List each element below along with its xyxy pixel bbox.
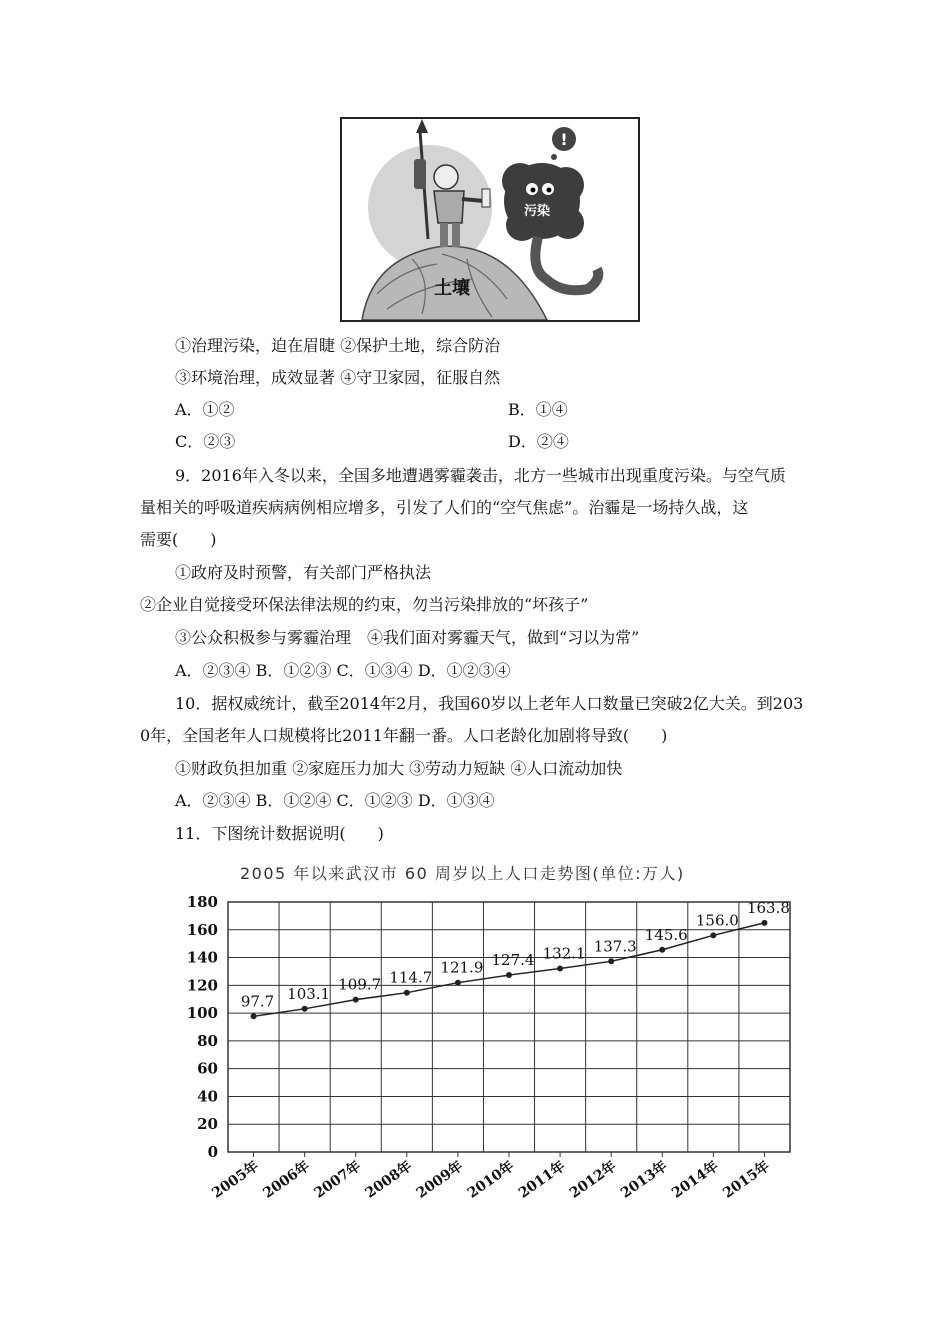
cartoon-illustration	[340, 117, 640, 322]
data-point	[608, 958, 614, 964]
data-point	[710, 932, 716, 938]
q9-statement-3: ③公众积极参与雾霾治理 ④我们面对雾霾天气，做到“习以为常”	[175, 628, 640, 647]
data-point	[455, 980, 461, 986]
man-head	[434, 165, 458, 189]
q8-statement-2: ③环境治理，成效显著 ④守卫家园，征服自然	[175, 368, 501, 387]
x-tick-label: 2013年	[618, 1158, 671, 1202]
q10-stem-line-2: 0年，全国老年人口规模将比2011年翻一番。人口老龄化加剧将导致( )	[140, 726, 668, 745]
q10-statements: ①财政负担加重 ②家庭压力加大 ③劳动力短缺 ④人口流动加快	[175, 759, 623, 778]
y-tick-label: 160	[186, 920, 218, 939]
data-point	[251, 1013, 257, 1019]
x-tick-label: 2014年	[669, 1158, 722, 1202]
x-tick-label: 2008年	[362, 1158, 416, 1202]
x-tick-label: 2012年	[566, 1158, 620, 1202]
data-label: 145.6	[644, 925, 688, 944]
x-tick-label: 2009年	[413, 1158, 467, 1202]
x-tick-label: 2005年	[209, 1158, 262, 1202]
cartoon-drawing	[342, 119, 638, 320]
data-label: 109.7	[338, 975, 382, 994]
y-tick-label: 40	[197, 1087, 218, 1106]
data-point	[761, 920, 767, 926]
data-label: 103.1	[287, 984, 331, 1003]
q8-option-c: C．②③	[175, 432, 236, 451]
man-body	[434, 191, 464, 223]
x-tick-label: 2006年	[260, 1158, 313, 1202]
y-tick-label: 100	[186, 1004, 218, 1023]
q9-stem-line-1: 9．2016年入冬以来，全国多地遭遇雾霾袭击，北方一些城市出现重度污染。与空气质	[175, 466, 786, 485]
q8-option-b: B．①④	[508, 400, 568, 419]
q8-option-d: D．②④	[508, 432, 569, 451]
y-tick-label: 140	[186, 948, 218, 967]
data-label: 127.4	[491, 951, 535, 970]
data-label: 114.7	[389, 968, 433, 987]
data-label: 163.8	[746, 898, 790, 917]
cloud-label: 污染	[523, 204, 551, 219]
q9-options: A．②③④ B．①②③ C．①③④ D．①②③④	[175, 661, 511, 680]
ground-label: 土壤	[434, 278, 470, 299]
data-label: 137.3	[593, 937, 637, 956]
q8-statement-1: ①治理污染，迫在眉睫 ②保护土地，综合防治	[175, 336, 501, 355]
x-tick-label: 2007年	[311, 1158, 365, 1202]
data-point	[506, 972, 512, 978]
data-label: 97.7	[240, 992, 275, 1011]
bubble-mark: !	[560, 130, 568, 149]
population-line-chart	[170, 890, 810, 1224]
y-tick-label: 0	[207, 1143, 218, 1161]
data-label: 121.9	[440, 958, 484, 977]
data-label: 156.0	[695, 911, 739, 930]
data-point	[404, 990, 410, 996]
q10-options: A．②③④ B．①②④ C．①②③ D．①③④	[175, 791, 495, 810]
y-tick-label: 180	[186, 893, 218, 911]
x-tick-label: 2015年	[720, 1158, 773, 1202]
q9-stem-line-2: 量相关的呼吸道疾病病例相应增多，引发了人们的“空气焦虑”。治霾是一场持久战，这	[140, 498, 749, 517]
data-point	[557, 966, 563, 972]
x-tick-label: 2010年	[464, 1158, 518, 1202]
chart-title: 2005 年以来武汉市 60 周岁以上人口走势图(单位:万人)	[240, 864, 685, 883]
y-tick-label: 60	[197, 1059, 218, 1078]
smoke-tail	[535, 237, 598, 290]
plot-frame	[228, 902, 790, 1152]
q8-option-a: A．①②	[175, 400, 235, 419]
q10-stem-line-1: 10．据权威统计，截至2014年2月，我国60岁以上老年人口数量已突破2亿大关。到203	[175, 694, 804, 713]
x-tick-label: 2011年	[515, 1158, 569, 1202]
q11-stem: 11．下图统计数据说明( )	[175, 824, 384, 843]
q9-statement-2: ②企业自觉接受环保法律法规的约束，勿当污染排放的“坏孩子”	[140, 595, 589, 614]
y-tick-label: 20	[197, 1115, 218, 1134]
q9-statement-1: ①政府及时预警，有关部门严格执法	[175, 563, 432, 582]
y-tick-label: 80	[197, 1031, 218, 1050]
q9-stem-line-3: 需要( )	[140, 530, 217, 549]
data-point	[302, 1006, 308, 1012]
data-point	[659, 947, 665, 953]
data-label: 132.1	[542, 944, 586, 963]
data-point	[353, 997, 359, 1003]
y-tick-label: 120	[186, 976, 218, 995]
